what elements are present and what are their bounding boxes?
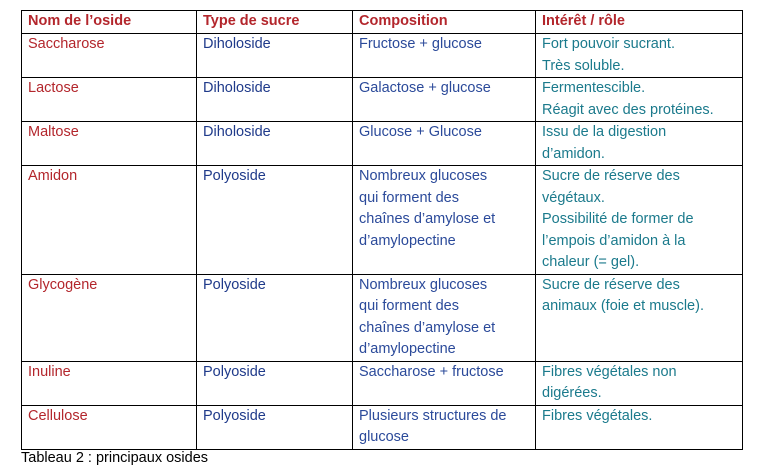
role-line: Fermentescible. xyxy=(542,80,646,96)
sugar-type: Polyoside xyxy=(203,276,266,293)
sugar-type: Polyoside xyxy=(203,407,266,424)
oside-name: Cellulose xyxy=(28,407,88,424)
osides-table xyxy=(21,10,743,450)
cell-sugar-type xyxy=(197,361,353,405)
cell-composition xyxy=(353,405,536,449)
table-body xyxy=(22,34,743,450)
header-name: Nom de l’oside xyxy=(22,11,197,34)
cell-sugar-type xyxy=(197,78,353,122)
oside-name: Lactose xyxy=(28,80,79,96)
cell-oside-name xyxy=(22,405,197,449)
cell-oside-name xyxy=(22,122,197,166)
composition-line: Plusieurs structures de xyxy=(359,407,507,424)
header-role: Intérêt / rôle xyxy=(536,11,743,34)
composition-line: chaînes d’amylose et xyxy=(359,319,496,336)
oside-name: Saccharose xyxy=(28,36,105,52)
cell-composition xyxy=(353,274,536,361)
cell-sugar-type xyxy=(197,405,353,449)
oside-name: Glycogène xyxy=(28,276,98,293)
role-line: d’amidon. xyxy=(542,145,605,162)
composition-line: qui forment des xyxy=(359,189,459,206)
table-row xyxy=(22,405,743,449)
header-row xyxy=(22,11,743,34)
role-line: Sucre de réserve des xyxy=(542,276,680,293)
composition-line: Fructose + glucose xyxy=(359,36,482,52)
cell-role xyxy=(536,166,743,275)
cell-role xyxy=(536,405,743,449)
composition-line: qui forment des xyxy=(359,298,459,314)
role-line: Réagit avec des protéines. xyxy=(542,101,714,118)
sugar-type: Diholoside xyxy=(203,36,271,52)
composition-line: chaînes d’amylose et xyxy=(359,211,496,227)
cell-sugar-type xyxy=(197,122,353,166)
cell-role xyxy=(536,34,743,78)
cell-role xyxy=(536,78,743,122)
header-composition: Composition xyxy=(353,11,536,34)
cell-composition xyxy=(353,122,536,166)
table-row xyxy=(22,78,743,122)
oside-name: Inuline xyxy=(28,363,71,380)
role-line: l’empois d’amidon à la xyxy=(542,232,686,249)
cell-role xyxy=(536,274,743,361)
composition-line: glucose xyxy=(359,429,409,445)
table-row xyxy=(22,361,743,405)
sugar-type: Polyoside xyxy=(203,168,266,184)
cell-oside-name xyxy=(22,274,197,361)
role-line: digérées. xyxy=(542,385,602,401)
table-row xyxy=(22,274,743,361)
composition-line: Nombreux glucoses xyxy=(359,276,488,293)
cell-composition xyxy=(353,34,536,78)
table-row xyxy=(22,166,743,275)
role-line: Possibilité de former de xyxy=(542,211,694,227)
role-line: Fort pouvoir sucrant. xyxy=(542,36,675,52)
cell-sugar-type xyxy=(197,34,353,78)
header-type: Type de sucre xyxy=(197,11,353,34)
table-row xyxy=(22,122,743,166)
sugar-type: Diholoside xyxy=(203,124,271,140)
role-line: chaleur (= gel). xyxy=(542,254,640,270)
cell-sugar-type xyxy=(197,166,353,275)
cell-composition xyxy=(353,361,536,405)
composition-line: Galactose + glucose xyxy=(359,80,491,96)
cell-role xyxy=(536,361,743,405)
table-row xyxy=(22,34,743,78)
cell-sugar-type xyxy=(197,274,353,361)
oside-name: Amidon xyxy=(28,168,78,184)
cell-oside-name xyxy=(22,166,197,275)
sugar-type: Diholoside xyxy=(203,80,271,96)
table-caption: Tableau 2 : principaux osides xyxy=(21,450,209,466)
cell-oside-name xyxy=(22,34,197,78)
cell-composition xyxy=(353,78,536,122)
composition-line: Nombreux glucoses xyxy=(359,168,488,184)
role-line: Fibres végétales. xyxy=(542,407,653,424)
composition-line: d’amylopectine xyxy=(359,341,456,357)
role-line: Sucre de réserve des xyxy=(542,168,680,184)
role-line: animaux (foie et muscle). xyxy=(542,298,704,314)
role-line: Très soluble. xyxy=(542,57,625,74)
cell-oside-name xyxy=(22,361,197,405)
cell-composition xyxy=(353,166,536,275)
role-line: Fibres végétales non xyxy=(542,363,677,380)
sugar-type: Polyoside xyxy=(203,363,266,380)
cell-oside-name xyxy=(22,78,197,122)
composition-line: Glucose + Glucose xyxy=(359,124,482,140)
oside-name: Maltose xyxy=(28,124,79,140)
role-line: Issu de la digestion xyxy=(542,124,667,140)
composition-line: Saccharose + fructose xyxy=(359,363,504,380)
role-line: végétaux. xyxy=(542,189,605,206)
composition-line: d’amylopectine xyxy=(359,232,456,249)
cell-role xyxy=(536,122,743,166)
